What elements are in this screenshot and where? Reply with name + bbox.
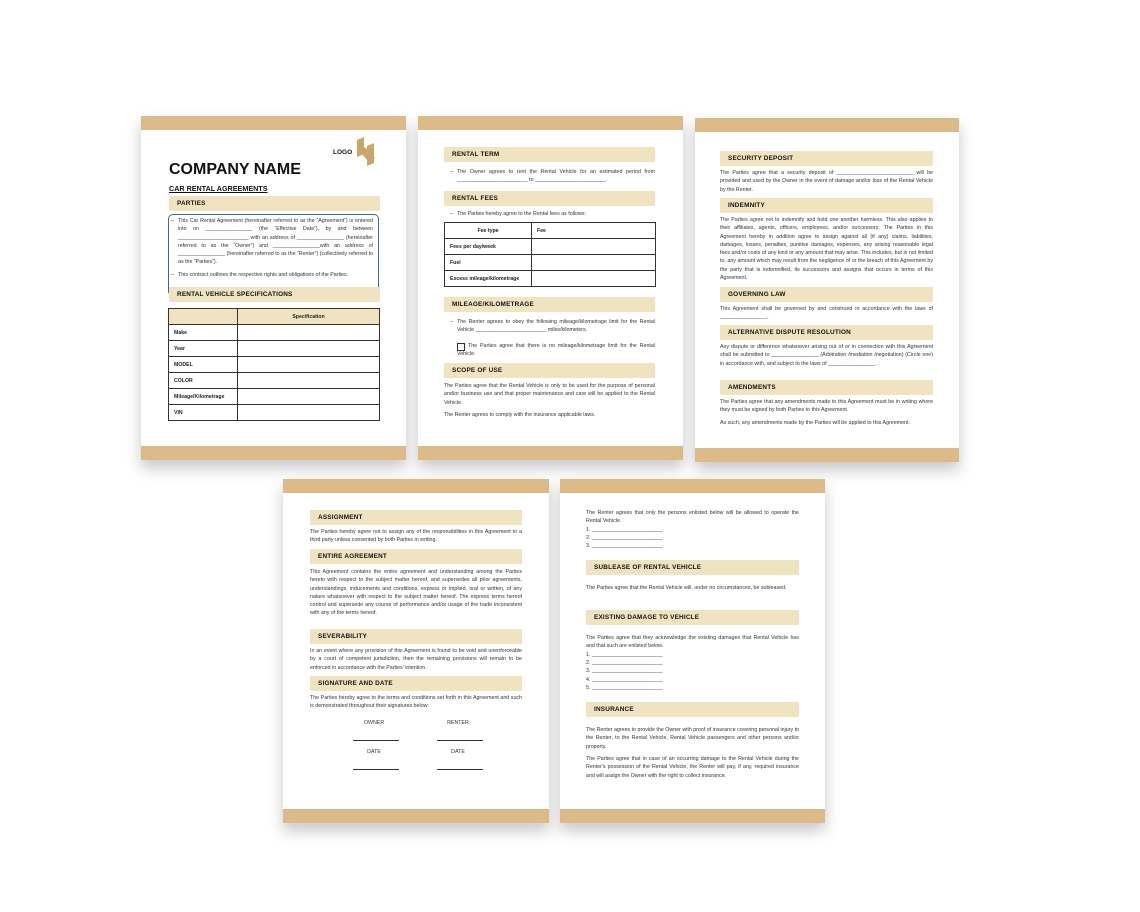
owner-date-label: DATE <box>367 749 381 755</box>
document-page-1 <box>141 116 406 460</box>
spec-row <box>169 373 380 389</box>
page-bottom-band <box>283 809 549 823</box>
renter-date-label: DATE <box>451 749 465 755</box>
sublease-text: The Parties agree that the Rental Vehicle will, under no circumstances, be subleased. <box>586 585 787 591</box>
renter-label: RENTER <box>447 720 469 726</box>
spec-row <box>169 389 380 405</box>
damage-list-item[interactable]: 5. ________________________ <box>586 684 663 691</box>
spec-row-value[interactable] <box>238 405 380 421</box>
page-top-band <box>418 116 683 130</box>
page-top-band <box>560 479 825 493</box>
logo-icon <box>353 136 381 166</box>
document-page-5 <box>560 479 825 823</box>
parties-heading: PARTIES <box>169 196 380 211</box>
dispute-resolution-text: Any dispute or difference whatsoever arising out of or in connection with this Agreement shall be submitted to ________________ (Arbitration /mediation /negotiation) (Circle one) in accordance with, and subject to the laws of ________________. <box>720 344 933 367</box>
signature-heading: SIGNATURE AND DATE <box>310 676 522 691</box>
fee-row-value[interactable] <box>532 271 656 287</box>
operators-intro-text: The Renter agrees that only the persons enlisted below will be allowed to operate the Rental Vehicle. <box>586 510 799 525</box>
insurance-heading: INSURANCE <box>586 702 799 717</box>
fee-header: Fee <box>532 223 656 239</box>
document-page-2 <box>418 116 683 460</box>
fee-table <box>444 222 656 287</box>
page-bottom-band <box>418 446 683 460</box>
owner-signature-line[interactable] <box>353 740 399 741</box>
spec-row-label: Mileage/Kilometrage <box>169 389 238 405</box>
page-top-band <box>695 118 959 132</box>
governing-law-text: This Agreement shall be governed by and construed in accordance with the laws of ________________. <box>720 306 933 321</box>
spec-row <box>169 325 380 341</box>
damage-list <box>586 651 799 692</box>
scope-paragraph-1: The Parties agree that the Rental Vehicle is only to be used for the purpose of personal and/or business use and that proper maintenance and care will be applied to the Rental Vehicle. <box>444 383 655 406</box>
mileage-heading: MILEAGE/KILOMETRAGE <box>444 297 655 312</box>
mileage-text: – The Renter agrees to obey the following mileage/kilometrage limit for the Rental Vehicle ________________________ miles/kilometers. <box>457 318 655 335</box>
operator-list-item[interactable]: 2. ________________________ <box>586 535 663 542</box>
damage-list-item[interactable]: 2. ________________________ <box>586 660 663 667</box>
spec-row-label: MODEL <box>169 357 238 373</box>
spec-row-label: Make <box>169 325 238 341</box>
page-top-band <box>141 116 406 130</box>
scope-heading: SCOPE OF USE <box>444 363 655 378</box>
spec-row-value[interactable] <box>238 357 380 373</box>
indemnity-heading: INDEMNITY <box>720 198 933 213</box>
signature-text: The Parties hereby agree to the terms and conditions set forth in this Agreement and such is demonstrated throughout their signatures below: <box>310 695 522 710</box>
assignment-text: The Parties hereby agree not to assign any of the responsibilities in this Agreement to a third party unless consented by both Parties in writing. <box>310 529 522 544</box>
document-subtitle: CAR RENTAL AGREEMENTS <box>169 184 268 193</box>
insurance-paragraph-1: The Renter agrees to provide the Owner with proof of insurance covering personal injury to the Renter, to the Rental Vehicle, Rental Vehicle passengers and other persons and/or property. <box>586 727 799 750</box>
spec-row-value[interactable] <box>238 341 380 357</box>
rental-term-heading: RENTAL TERM <box>444 147 655 162</box>
page-top-band <box>283 479 549 493</box>
owner-label: OWNER <box>363 720 385 726</box>
fee-row-label: Excess mileage/kilometrage <box>445 271 532 287</box>
fee-type-header: Fee type <box>445 223 532 239</box>
rental-term-text: – The Owner agrees to rent the Rental Vehicle for an estimated period from ________________________ to ________________________. <box>457 168 655 185</box>
damage-list-item[interactable]: 3. ________________________ <box>586 668 663 675</box>
operator-list-item[interactable]: 3. ________________________ <box>586 543 663 550</box>
spec-row <box>169 357 380 373</box>
spec-row <box>169 405 380 421</box>
security-deposit-text: The Parties agree that a security deposit of __________________________ will be provided and used by the Owner in the event of damage and/or loss of the Rental Vehicle by the Renter. <box>720 170 933 193</box>
parties-paragraph-2: – This contract outlines the respective rights and obligations of the Parties. <box>178 271 373 279</box>
severability-heading: SEVERABILITY <box>310 629 522 644</box>
indemnity-text: The Parties agree not to indemnify and hold one another harmless. This also applies to their affiliates, agents, officers, employees, and/or successors. The Parties in this Agreement hereby in addition agree to assign against all (if any) claims, liabilities, damages, losses, penalties, punitive damages, expenses, any arising reasonable legal fees and/or costs of any kind or any amount that may arise. This includes, but is not limited to, any amount which may result from the negligence of or the breach of this Agreement by the party that is indemnified, its successors and assigns that occurs in terms of this Agreement. <box>720 217 933 282</box>
spec-row-value[interactable] <box>238 325 380 341</box>
spec-row-label: VIN <box>169 405 238 421</box>
severability-text: In an event where any provision of this Agreement is found to be void and unenforceable by a court of competent jurisdiction, then the remaining provisions will remain to be enforced in accordance with the Parties’ intention. <box>310 648 522 671</box>
specs-heading: RENTAL VEHICLE SPECIFICATIONS <box>169 287 380 302</box>
fee-row-label: Fuel <box>445 255 532 271</box>
governing-law-heading: GOVERNING LAW <box>720 287 933 302</box>
amendments-heading: AMENDMENTS <box>720 380 933 395</box>
owner-date-line[interactable] <box>353 769 399 770</box>
operator-list-item[interactable]: 1. ________________________ <box>586 527 663 533</box>
spec-header: Specification <box>238 309 380 325</box>
logo-label: LOGO <box>333 149 353 156</box>
spec-row <box>169 341 380 357</box>
fee-row <box>445 239 656 255</box>
page-bottom-band <box>141 446 406 460</box>
dispute-resolution-heading: ALTERNATIVE DISPUTE RESOLUTION <box>720 325 933 340</box>
parties-paragraph-1: – This Car Rental Agreement (hereinafter referred to as the “Agreement”) is entered into on ________________ (the “Effective Date”), by and between ________________________ with an address of ________________ (hereinafter referred to as the “Owner”) and ________________with an address of ________________ (hereinafter referred to as the “Renter”) (collectively referred to as the “Parties”). <box>178 217 373 267</box>
security-deposit-heading: SECURITY DEPOSIT <box>720 151 933 166</box>
operators-list <box>586 526 799 551</box>
rental-fees-heading: RENTAL FEES <box>444 191 655 206</box>
spec-row-label: COLOR <box>169 373 238 389</box>
document-page-3 <box>695 118 959 462</box>
rental-fees-text: – The Parties hereby agree to the Rental fees as follows: <box>457 210 655 218</box>
entire-agreement-heading: ENTIRE AGREEMENT <box>310 549 522 564</box>
amendments-paragraph-1: The Parties agree that any amendments made to this Agreement must be in writing where they must be signed by both Parties to this Agreement. <box>720 399 933 414</box>
fee-row-label: Fees per day/week <box>445 239 532 255</box>
renter-date-line[interactable] <box>437 769 483 770</box>
fee-row-value[interactable] <box>532 255 656 271</box>
damage-list-item[interactable]: 4. ________________________ <box>586 676 663 683</box>
mileage-option-text: The Parties agree that there is no mileage/kilometrage limit for the Rental Vehicle. <box>457 343 655 358</box>
page-bottom-band <box>560 809 825 823</box>
spec-row-value[interactable] <box>238 373 380 389</box>
insurance-paragraph-2: The Parties agree that in case of an occurring damage to the Rental Vehicle during the Renter's possession of the Rental Vehicle, the Renter will pay, if any, required insurance and will assign the Owner with the right to collect insurance. <box>586 756 799 779</box>
existing-damage-heading: EXISTING DAMAGE TO VEHICLE <box>586 610 799 625</box>
document-page-4 <box>283 479 549 823</box>
fee-row <box>445 255 656 271</box>
existing-damage-text: The Parties agree that they acknowledge the existing damages that Rental Vehicle has and that such are enlisted below. <box>586 635 799 650</box>
assignment-heading: ASSIGNMENT <box>310 510 522 525</box>
entire-agreement-text: This Agreement contains the entire agreement and understanding among the Parties hereto with respect to the subject matter hereof, and supersedes all prior agreements, understandings, inducements and conditions, express or implied, oral or written, of any nature whatsoever with respect to the subject matter hereof. The express terms hereof control and supersede any course of performance and/or usage of the trade inconsistent with any of the terms hereof. <box>310 569 522 617</box>
specifications-table <box>168 308 380 421</box>
damage-list-item[interactable]: 1. ________________________ <box>586 652 663 658</box>
fee-row <box>445 271 656 287</box>
renter-signature-line[interactable] <box>437 740 483 741</box>
spec-row-label: Year <box>169 341 238 357</box>
company-name: COMPANY NAME <box>169 161 301 178</box>
spec-row-value[interactable] <box>238 389 380 405</box>
scope-paragraph-2: The Renter agrees to comply with the insurance applicable laws. <box>444 412 596 418</box>
fee-row-value[interactable] <box>532 239 656 255</box>
sublease-heading: SUBLEASE OF RENTAL VEHICLE <box>586 560 799 575</box>
amendments-paragraph-2: As such, any amendments made by the Parties will be applied to this Agreement. <box>720 420 910 426</box>
page-bottom-band <box>695 448 959 462</box>
